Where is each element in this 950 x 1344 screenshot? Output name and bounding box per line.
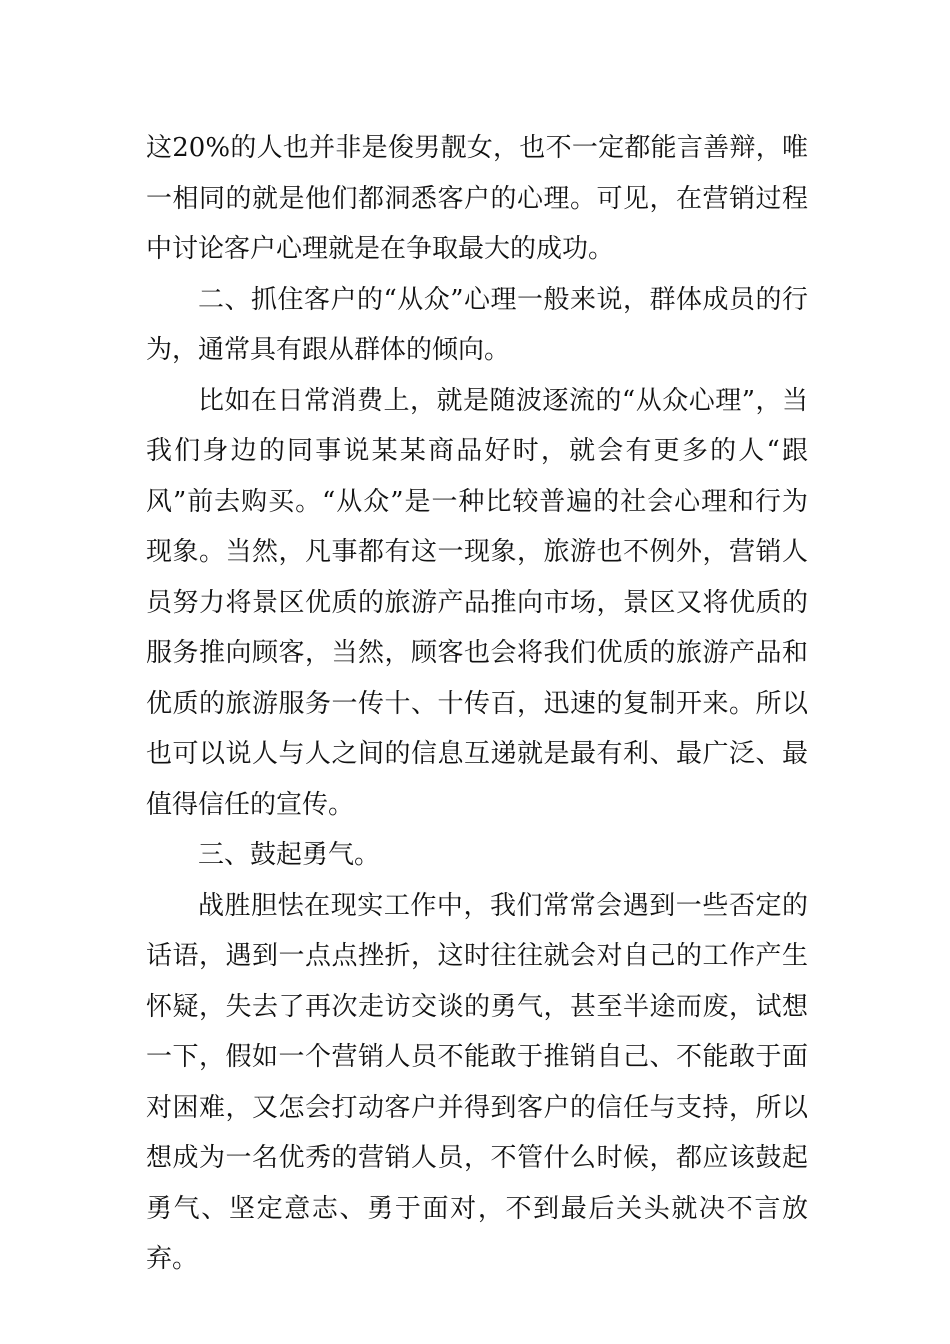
paragraph-conformity-example: 比如在日常消费上，就是随波逐流的“从众心理”，当我们身边的同事说某某商品好时，就会有更多的人“跟风”前去购买。“从众”是一种比较普遍的社会心理和行为现象。当然，凡事都有这一现象，旅游也不例外，营销人员努力将景区优质的旅游产品推向市场，景区又将优质的服务推向顾客，当然，顾客也会将我们优质的旅游产品和优质的旅游服务一传十、十传百，迅速的复制开来。所以也可以说人与人之间的信息互递就是最有利、最广泛、最值得信任的宣传。 [146,385,808,820]
paragraph-courage: 战胜胆怯在现实工作中，我们常常会遇到一些否定的话语，遇到一点点挫折，这时往往就会对自己的工作产生怀疑，失去了再次走访交谈的勇气，甚至半途而废，试想一下，假如一个营销人员不能敢于推销自己、不能敢于面对困难，又怎会打动客户并得到客户的信任与支持，所以想成为一名优秀的营销人员，不管什么时候，都应该鼓起勇气、坚定意志、勇于面对，不到最后关头就决不言放弃。 [146,890,808,1274]
paragraph-continuation: 这20%的人也并非是俊男靓女，也不一定都能言善辩，唯一相同的就是他们都洞悉客户的心理。可见，在营销过程中讨论客户心理就是在争取最大的成功。 [146,133,808,264]
document-body [146,123,808,1285]
paragraph-section-two-heading: 二、抓住客户的“从众”心理一般来说，群体成员的行为，通常具有跟从群体的倾向。 [146,284,808,365]
paragraph-section-three-heading: 三、鼓起勇气。 [198,840,381,870]
